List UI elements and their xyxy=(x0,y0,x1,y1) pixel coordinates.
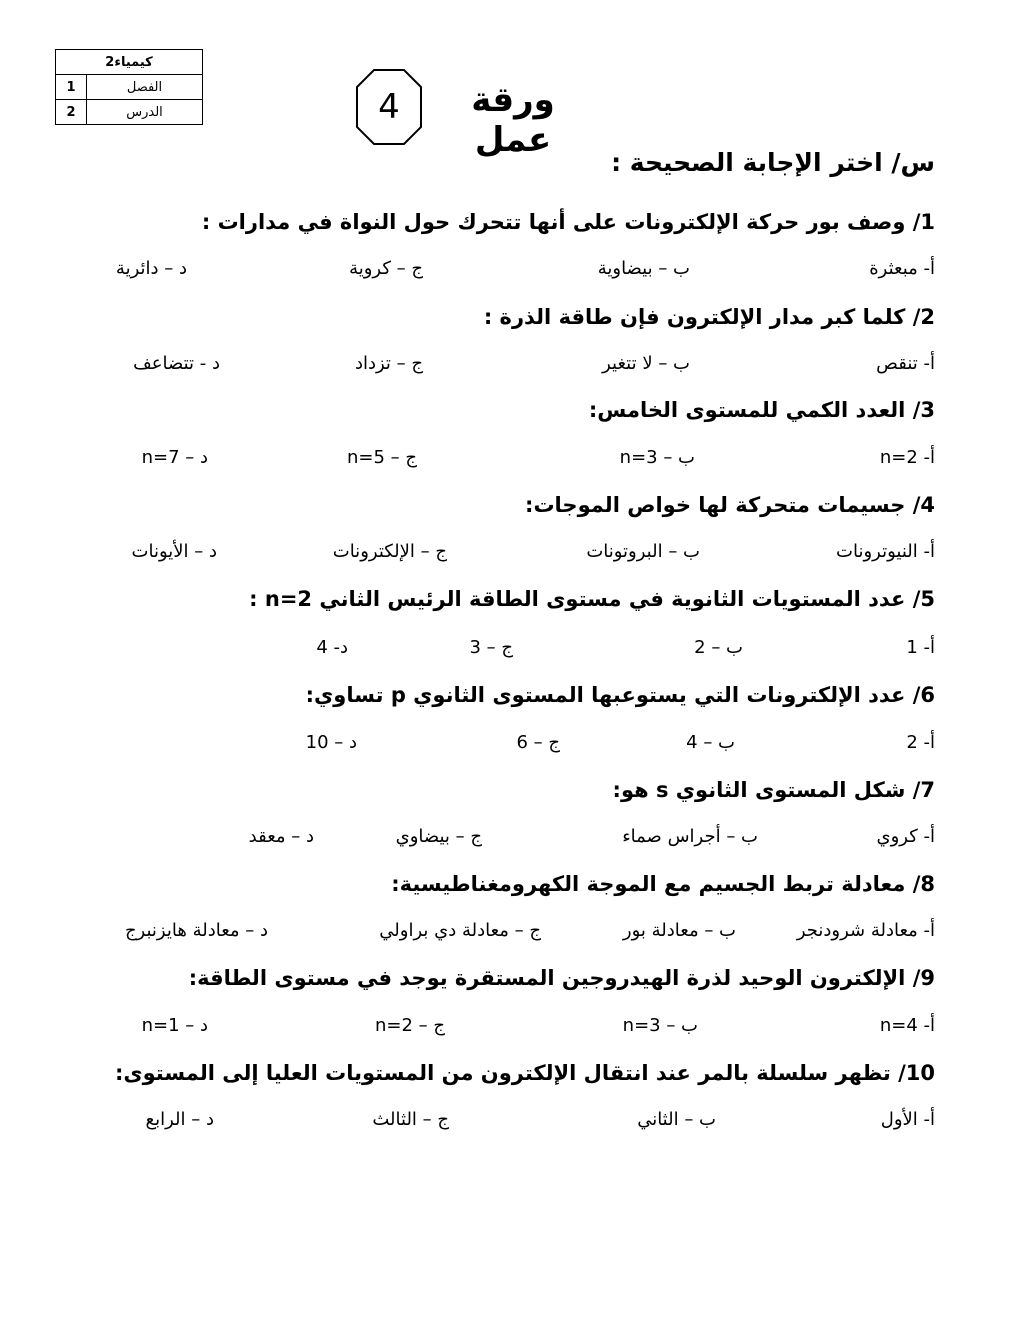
q8-option-b: ب – معادلة بور xyxy=(622,920,736,941)
q10-option-d: د – الرابع xyxy=(145,1109,214,1130)
q6-option-b: ب – 4 xyxy=(686,732,735,753)
info-table xyxy=(55,49,203,125)
q6-option-d: د – 10 xyxy=(305,732,357,753)
instruction: س/ اختر الإجابة الصحيحة : xyxy=(611,148,935,177)
q8-option-d: د – معادلة هايزنبرج xyxy=(124,920,268,941)
question-4: 4/ جسيمات متحركة لها خواص الموجات: xyxy=(525,493,935,517)
q7-option-d: د – معقد xyxy=(248,826,314,847)
question-8: 8/ معادلة تربط الجسيم مع الموجة الكهرومغناطيسية: xyxy=(391,872,935,896)
q2-option-a: أ- تنقص xyxy=(876,353,935,374)
q1-option-a: أ- مبعثرة xyxy=(869,258,935,279)
q3-option-c: ج – n=5 xyxy=(346,447,417,468)
q9-option-d: د – n=1 xyxy=(141,1015,208,1036)
q10-option-a: أ- الأول xyxy=(880,1109,935,1130)
question-6: 6/ عدد الإلكترونات التي يستوعبها المستوى الثانوي p تساوي: xyxy=(305,683,935,707)
q5-option-c: ج – 3 xyxy=(469,637,513,658)
q10-option-b: ب – الثاني xyxy=(637,1109,716,1130)
q7-option-b: ب – أجراس صماء xyxy=(622,826,758,847)
q4-option-a: أ- النيوترونات xyxy=(836,541,935,562)
lesson-value: 2 xyxy=(56,100,87,125)
page-title: ورقة عمل xyxy=(471,80,555,160)
q2-option-c: ج – تزداد xyxy=(354,353,423,374)
lesson-row xyxy=(56,100,203,125)
q8-option-c: ج – معادلة دي براولي xyxy=(379,920,541,941)
subject-cell: 2كيمياء xyxy=(56,50,203,75)
lesson-label: الدرس xyxy=(86,100,202,125)
q1-option-c: ج – كروية xyxy=(349,258,423,279)
q4-option-d: د – الأيونات xyxy=(131,541,217,562)
q1-option-d: د – دائرية xyxy=(115,258,187,279)
q10-option-c: ج – الثالث xyxy=(372,1109,449,1130)
q5-option-b: ب – 2 xyxy=(694,637,743,658)
q3-option-a: أ- n=2 xyxy=(879,447,935,468)
chapter-label: الفصل xyxy=(86,75,202,100)
chapter-row xyxy=(56,75,203,100)
subject-row xyxy=(56,50,203,75)
q2-option-d: د - تتضاعف xyxy=(133,353,220,374)
sheet-number: 4 xyxy=(378,87,400,127)
q5-option-a: أ- 1 xyxy=(906,637,935,658)
q2-option-b: ب – لا تتغير xyxy=(602,353,690,374)
question-7: 7/ شكل المستوى الثانوي s هو: xyxy=(612,778,935,802)
question-1: 1/ وصف بور حركة الإلكترونات على أنها تتحرك حول النواة في مدارات : xyxy=(201,210,935,234)
q3-option-d: د – n=7 xyxy=(141,447,208,468)
question-10: 10/ تظهر سلسلة بالمر عند انتقال الإلكترون من المستويات العليا إلى المستوى: xyxy=(114,1061,935,1085)
q8-option-a: أ- معادلة شرودنجر xyxy=(796,920,935,941)
question-2: 2/ كلما كبر مدار الإلكترون فإن طاقة الذرة : xyxy=(483,305,935,329)
q7-option-a: أ- كروي xyxy=(876,826,935,847)
q6-option-a: أ- 2 xyxy=(906,732,935,753)
q5-option-d: د- 4 xyxy=(316,637,348,658)
question-9: 9/ الإلكترون الوحيد لذرة الهيدروجين المستقرة يوجد في مستوى الطاقة: xyxy=(188,966,935,990)
q4-option-b: ب – البروتونات xyxy=(586,541,700,562)
q6-option-c: ج – 6 xyxy=(516,732,560,753)
q9-option-a: أ- n=4 xyxy=(879,1015,935,1036)
question-5: 5/ عدد المستويات الثانوية في مستوى الطاقة الرئيس الثاني n=2 : xyxy=(249,587,935,611)
q7-option-c: ج – بيضاوي xyxy=(395,826,482,847)
q3-option-b: ب – n=3 xyxy=(619,447,695,468)
q9-option-b: ب – n=3 xyxy=(622,1015,698,1036)
q4-option-c: ج – الإلكترونات xyxy=(332,541,447,562)
q1-option-b: ب – بيضاوية xyxy=(597,258,690,279)
question-3: 3/ العدد الكمي للمستوى الخامس: xyxy=(588,398,935,422)
q9-option-c: ج – n=2 xyxy=(374,1015,445,1036)
chapter-value: 1 xyxy=(56,75,87,100)
